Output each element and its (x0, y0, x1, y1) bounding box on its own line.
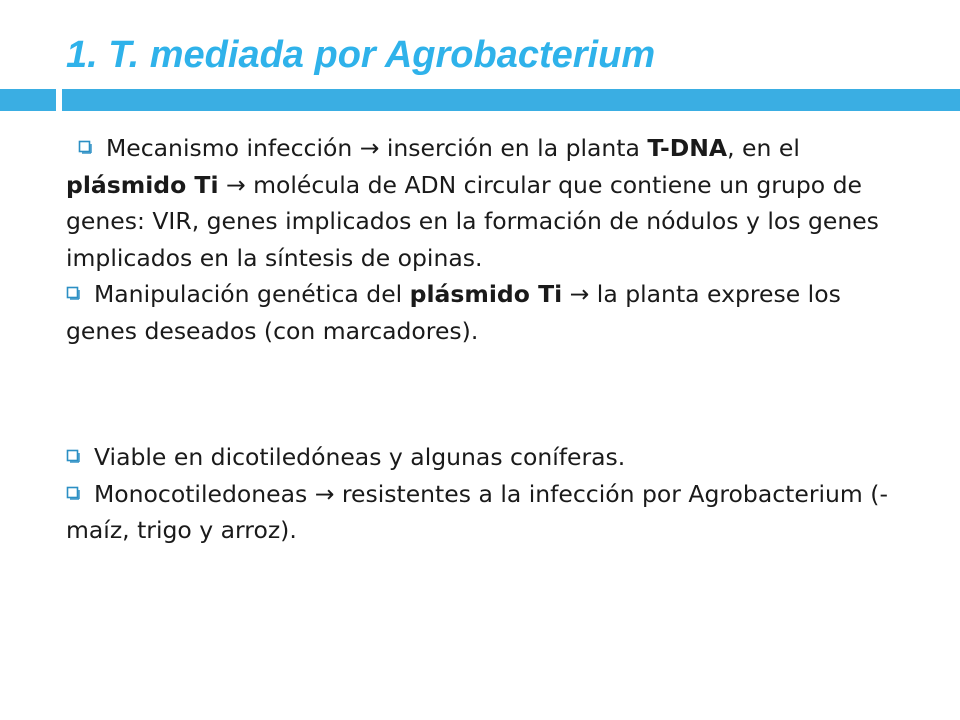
bullet-text: Monocotiledoneas → resistentes a la infección por Agrobacterium (- maíz, trigo y arroz). (66, 479, 888, 544)
bullet-monocotiledoneas (66, 476, 906, 549)
accent-bar-left (0, 89, 56, 111)
bullet-text: → la planta exprese los genes deseados (con marcadores). (66, 280, 841, 345)
slide-body (66, 130, 906, 549)
hollow-square-bullet-icon (78, 140, 92, 154)
bullet-text: Viable en dicotiledóneas y algunas coníferas. (94, 443, 626, 471)
bullet-text-bold: T-DNA (647, 134, 728, 162)
bullet-text: , en el (727, 134, 800, 162)
accent-bar-right (62, 89, 960, 111)
bullet-mecanismo (66, 130, 906, 276)
bullet-text-bold: plásmido Ti (66, 170, 219, 199)
hollow-square-bullet-icon (66, 449, 80, 463)
hollow-square-bullet-icon (66, 486, 80, 500)
bullet-viable (66, 439, 906, 476)
bullet-manipulacion (66, 276, 906, 349)
slide-title: 1. T. mediada por Agrobacterium (66, 34, 656, 76)
bullet-text: Mecanismo infección → inserción en la planta (106, 134, 648, 162)
bullet-text-bold: plásmido Ti (409, 280, 563, 308)
bullet-text: Manipulación genética del (94, 280, 410, 308)
hollow-square-bullet-icon (66, 286, 80, 300)
bullet-text: → molécula de ADN circular que contiene un grupo de genes: VIR, genes implicados en la formación de nódulos y los genes implicados en la síntesis de opinas. (66, 170, 879, 272)
